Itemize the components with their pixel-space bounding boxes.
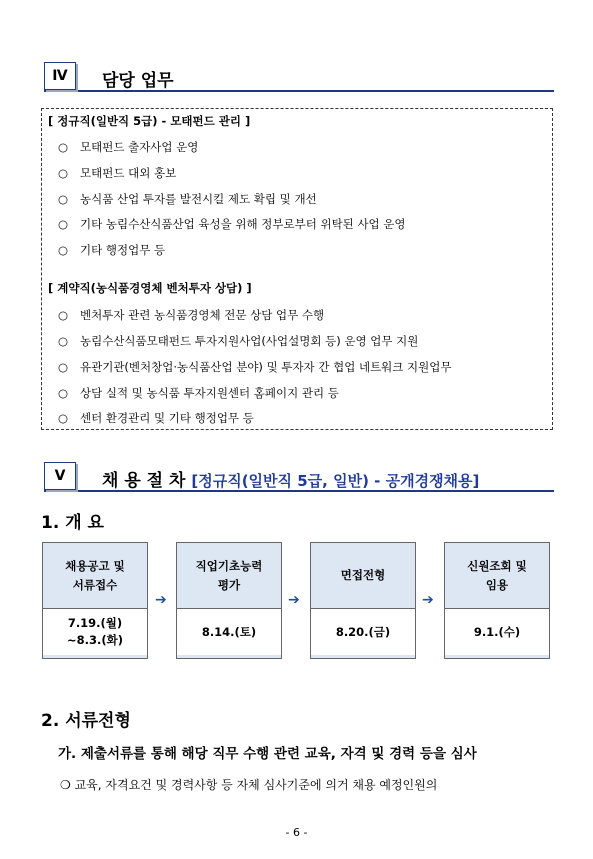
screening-item-a: 가. 제출서류를 통해 해당 직무 수행 관련 교육, 자격 및 경력 등을 심사: [58, 746, 477, 762]
section-4-header: [44, 62, 554, 92]
list-item: ○ 상담 실적 및 농식품 투자지원센터 홈페이지 관리 등: [58, 386, 339, 400]
duty-category-regular: [ 정규직(일반직 5급) - 모태펀드 관리 ]: [48, 114, 251, 128]
process-step-2: 직업기초능력 평가 8.14.(토): [176, 542, 282, 659]
page-number: - 6 -: [285, 826, 308, 839]
list-item: ○ 기타 농림수산식품산업 육성을 위해 정부로부터 위탁된 사업 운영: [58, 217, 406, 231]
overview-heading: 1. 개 요: [41, 513, 104, 533]
duty-category-contract: [ 계약직(농식품경영체 벤처투자 상담) ]: [48, 281, 252, 295]
list-item: ○ 유관기관(벤처창업·농식품산업 분야) 및 투자자 간 협업 네트워크 지원업무: [58, 360, 452, 374]
section-5-number: Ⅴ: [44, 462, 76, 490]
list-item: ○ 모태펀드 대외 홍보: [58, 166, 177, 180]
section-4-title: 담당 업무: [102, 71, 174, 91]
list-item: ○ 벤처투자 관련 농식품경영체 전문 상담 업무 수행: [58, 308, 325, 322]
list-item: ○ 기타 행정업무 등: [58, 243, 166, 257]
arrow-right-icon: ➔: [422, 592, 434, 608]
list-item: ○ 농림수산식품모태펀드 투자지원사업(사업설명회 등) 운영 업무 지원: [58, 334, 419, 348]
process-step-3: 면접전형 8.20.(금): [310, 542, 416, 659]
arrow-right-icon: ➔: [288, 592, 300, 608]
section-5-title: 채 용 절 차 [정규직(일반직 5급, 일반) - 공개경쟁채용]: [102, 471, 480, 491]
duties-box: [41, 108, 553, 430]
screening-item-b: ❍ 교육, 자격요건 및 경력사항 등 자체 심사기준에 의거 채용 예정인원의: [60, 778, 438, 792]
list-item: ○ 모태펀드 출자사업 운영: [58, 140, 199, 154]
process-step-4: 신원조회 및 임용 9.1.(수): [444, 542, 550, 659]
section-5-subtitle: [정규직(일반직 5급, 일반) - 공개경쟁채용]: [191, 472, 480, 490]
list-item: ○ 농식품 산업 투자를 발전시킬 제도 확립 및 개선: [58, 192, 317, 206]
list-item: ○ 센터 환경관리 및 기타 행정업무 등: [58, 411, 254, 425]
arrow-right-icon: ➔: [155, 592, 167, 608]
section-5-header: [44, 462, 554, 492]
process-step-1: 채용공고 및 서류접수 7.19.(월) ~8.3.(화): [42, 542, 148, 659]
screening-heading: 2. 서류전형: [41, 711, 131, 731]
section-4-number: Ⅳ: [44, 62, 76, 90]
